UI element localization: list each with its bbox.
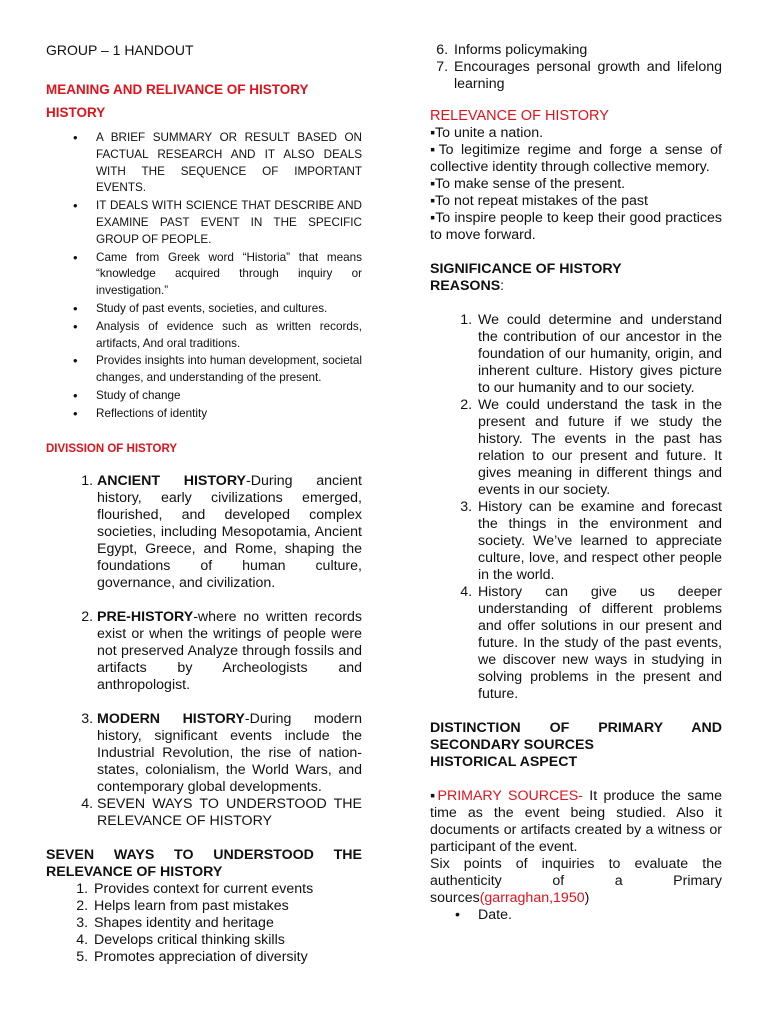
list-item: • Reflections of identity xyxy=(96,406,362,423)
primary-sources-label: PRIMARY SOURCES- xyxy=(437,788,583,804)
citation: (garraghan,1950 xyxy=(479,890,585,906)
distinction-heading-line2: HISTORICAL ASPECT xyxy=(430,754,578,770)
list-item xyxy=(97,473,362,592)
significance-heading-line2 xyxy=(430,278,722,295)
reasons-list xyxy=(430,312,722,703)
meaning-heading: MEANING AND RELIVANCE OF HISTORY xyxy=(46,82,309,97)
list-item: 3. Shapes identity and heritage xyxy=(92,915,362,932)
reasons-colon: : xyxy=(500,278,505,294)
list-item: 5. Promotes appreciation of diversity xyxy=(92,949,362,966)
left-column xyxy=(46,42,362,966)
list-item xyxy=(97,796,362,830)
inquiries-text: Six points of inquiries to evaluate the authenticity of a Primary sources xyxy=(430,856,722,906)
list-item: 4. History can give us deeper understanding of different problems and offer solutions in our present and future. In the study of the past events, we discover new ways in studying in solving problems in the present and future. xyxy=(476,584,722,703)
distinction-heading xyxy=(430,720,722,771)
list-item: ▪To unite a nation. xyxy=(430,125,544,141)
division-term: PRE-HISTORY xyxy=(97,608,194,625)
list-item: 1. We could determine and understand the contribution of our ancestor in the foundation of our humanity, origin, and inherent culture. History gives picture to our humanity and to our society. xyxy=(476,312,722,397)
history-bullet-list xyxy=(46,130,362,423)
division-heading: DIVISSION OF HISTORY xyxy=(46,442,177,455)
division-term: ANCIENT HISTORY xyxy=(97,472,247,489)
handout-title: GROUP – 1 HANDOUT xyxy=(46,42,194,58)
inquiry-points-list xyxy=(430,907,722,924)
division-term: MODERN HISTORY xyxy=(97,710,245,727)
seven-ways-list-continued xyxy=(430,42,722,93)
division-text: -During modern history, significant events include the Industrial Revolution, the rise of nation-states, colonialism, the World Wars, and contemporary global developments. xyxy=(97,710,362,795)
history-subheading: HISTORY xyxy=(46,105,106,120)
division-text: -where no written records exist or when the writings of people were not preserved Analyze through fossils and artifacts by Archeologists and anthropologist. xyxy=(97,608,362,693)
significance-heading-line1: SIGNIFICANCE OF HISTORY xyxy=(430,261,622,277)
list-item: 4. Develops critical thinking skills xyxy=(92,932,362,949)
list-item: • A BRIEF SUMMARY OR RESULT BASED ON FACTUAL RESEARCH AND IT ALSO DEALS WITH THE SEQUENCE OF IMPORTANT EVENTS. xyxy=(96,130,362,197)
list-item: 6. Informs policymaking xyxy=(452,42,722,59)
list-item: ▪To make sense of the present. xyxy=(430,176,626,192)
seven-ways-heading: SEVEN WAYS TO UNDERSTOOD THE RELEVANCE OF HISTORY xyxy=(46,846,362,880)
list-item: • Study of change xyxy=(96,388,362,405)
distinction-heading-line1: DISTINCTION OF PRIMARY AND SECONDARY SOURCES xyxy=(430,720,722,753)
list-item xyxy=(97,609,362,694)
list-item: • IT DEALS WITH SCIENCE THAT DESCRIBE AND EXAMINE PAST EVENT IN THE SPECIFIC GROUP OF PEOPLE. xyxy=(96,198,362,248)
list-item: 7. Encourages personal growth and lifelong learning xyxy=(452,59,722,93)
division-text: -During ancient history, early civilizations emerged, flourished, and developed complex societies, including Mesopotamia, Ancient Egypt, Greece, and Rome, shaping the foundations of human culture, governance, and civilization. xyxy=(97,472,362,591)
citation-close: ) xyxy=(584,890,590,906)
list-item: 2. We could understand the task in the present and future if we study the history. The events in the past has relation to our present and future. It gives meaning in different things and events in our society. xyxy=(476,397,722,499)
division-list xyxy=(46,473,362,830)
significance-heading xyxy=(430,261,722,295)
list-item: 2. Helps learn from past mistakes xyxy=(92,898,362,915)
list-item: • Date. xyxy=(478,907,722,924)
seven-ways-list xyxy=(46,881,362,966)
list-item: • Provides insights into human development, societal changes, and understanding of the present. xyxy=(96,353,362,387)
right-column xyxy=(430,42,722,924)
relevance-heading: RELEVANCE OF HISTORY xyxy=(430,108,609,124)
primary-bullet: ▪ xyxy=(430,788,438,804)
list-item: ▪To inspire people to keep their good practices to move forward. xyxy=(430,210,722,243)
list-item: 1. Provides context for current events xyxy=(92,881,362,898)
inquiries-paragraph xyxy=(430,856,722,907)
list-item: • Study of past events, societies, and cultures. xyxy=(96,301,362,318)
division-text: SEVEN WAYS TO UNDERSTOOD THE RELEVANCE OF HISTORY xyxy=(97,795,362,829)
reasons-label: REASONS xyxy=(430,278,501,294)
list-item: ▪To legitimize regime and forge a sense of collective identity through collective memory. xyxy=(430,142,722,175)
list-item: ▪To not repeat mistakes of the past xyxy=(430,193,648,209)
primary-sources-text: It produce the same time as the event being studied. Also it documents or artifacts created by a witness or participant of the event. xyxy=(430,788,722,855)
list-item: • Analysis of evidence such as written records, artifacts, And oral traditions. xyxy=(96,319,362,353)
list-item: 3. History can be examine and forecast the things in the environment and society. We’ve learned to appreciate culture, love, and respect other people in the world. xyxy=(476,499,722,584)
list-item: • Came from Greek word “Historia” that means “knowledge acquired through inquiry or investigation.” xyxy=(96,250,362,300)
primary-sources-paragraph xyxy=(430,788,722,856)
list-item xyxy=(97,711,362,796)
